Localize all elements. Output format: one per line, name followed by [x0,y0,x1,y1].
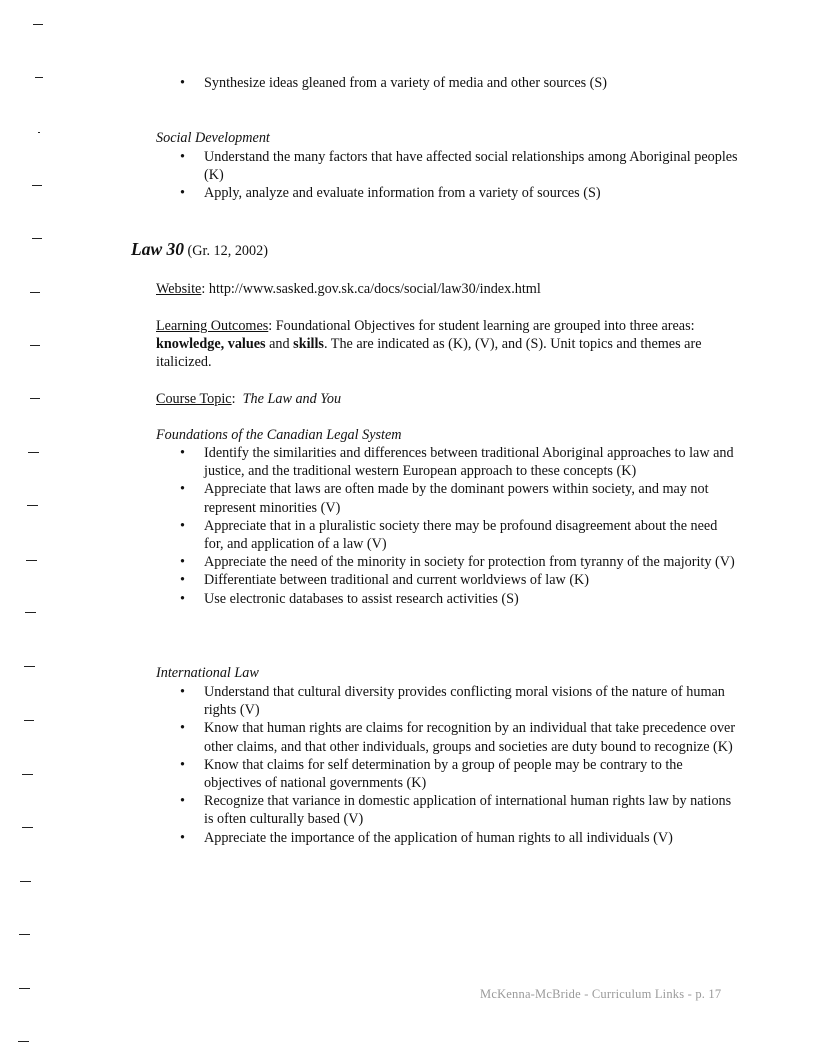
list-item-text: Know that human rights are claims for recognition by an individual that take precedence over other claims, and that other individuals, groups and societies are duty bound to recognize (K) [204,720,736,755]
margin-mark [33,24,43,25]
social-development-heading: Social Development [156,130,270,146]
list-item [180,480,740,516]
list-item-text: Appreciate the importance of the application of human rights to all individuals (V) [204,829,673,846]
list-item-text: Appreciate that in a pluralistic society there may be profound disagreement about the need for, and application of a law (V) [204,517,718,553]
margin-mark [22,774,33,775]
margin-mark [38,132,40,133]
list-item [180,683,740,719]
margin-mark [32,185,42,186]
list-item [180,74,740,92]
bullet: • [180,684,185,700]
margin-mark [26,560,37,561]
course-topic-label: Course Topic [156,391,232,407]
learning-outcomes-and: and [265,336,294,353]
learning-outcomes-text-2: . The are indicated as (K), (V), and (S). Unit topics and themes are italicized. [156,336,702,371]
margin-mark [25,612,36,613]
list-item [180,148,740,184]
bullet: • [180,590,185,607]
list-item [180,553,740,571]
list-item [180,719,740,755]
margin-mark [32,238,42,239]
bullet: • [180,720,185,737]
bullet: • [180,829,185,846]
margin-mark [30,345,40,346]
list-item [180,571,740,589]
website-line [156,280,736,298]
list-item-text: Recognize that variance in domestic application of international human rights law by nations is often culturally based (V) [204,793,732,828]
bullet: • [180,517,185,534]
learning-outcomes-text-1: : Foundational Objectives for student learning are grouped into three areas: [268,318,695,334]
margin-mark [28,452,39,453]
page-footer: McKenna-McBride - Curriculum Links - p. 17 [480,987,722,1001]
list-item-text: Differentiate between traditional and current worldviews of law (K) [204,572,590,589]
list-item [180,444,740,480]
list-item [180,184,740,202]
law30-heading [131,240,268,260]
list-item-text: Apply, analyze and evaluate information from a variety of sources (S) [204,185,601,202]
bullet: • [180,572,185,589]
learning-outcomes-knowledge: knowledge, values [156,336,266,353]
bullet: • [180,793,185,810]
list-item-text: Appreciate that laws are often made by the dominant powers within society, and may not represent minorities (V) [204,481,709,516]
list-item-text: Understand that cultural diversity provides conflicting moral visions of the nature of human rights (V) [204,684,725,719]
bullet: • [180,481,185,498]
list-item-text: Synthesize ideas gleaned from a variety of media and other sources (S) [204,75,608,91]
bullet: • [180,445,185,461]
margin-mark [19,988,30,989]
list-item-text: Know that claims for self determination by a group of people may be contrary to the objectives of national governments (K) [204,756,683,792]
list-item [180,756,740,792]
law30-title: Law 30 [131,239,184,259]
bullet: • [180,756,185,773]
margin-mark [24,666,35,667]
course-topic-line [156,390,736,408]
international-law-heading: International Law [156,665,259,681]
course-topic-value: The Law and You [242,391,342,407]
margin-mark [30,398,40,399]
margin-mark [19,934,30,935]
social-development-list [180,148,740,203]
bullet: • [180,185,185,202]
bullet: • [180,75,185,91]
top-bullet-list [180,74,740,92]
margin-mark [18,1041,29,1042]
list-item-text: Use electronic databases to assist research activities (S) [204,590,519,607]
bullet: • [180,554,185,571]
list-item [180,829,740,847]
margin-mark [30,292,40,293]
learning-outcomes-paragraph [156,317,736,372]
list-item [180,792,740,828]
margin-mark [24,720,34,721]
list-item-text: Identify the similarities and differences between traditional Aboriginal approaches to law and justice, and the traditional western European approach to these concepts (K) [204,445,734,480]
international-law-list [180,683,740,847]
course-topic-colon: : [231,391,236,407]
list-item [180,590,740,608]
list-item [180,517,740,553]
foundations-heading: Foundations of the Canadian Legal System [156,427,402,443]
law30-subtitle: (Gr. 12, 2002) [187,243,268,259]
list-item-text: Understand the many factors that have affected social relationships among Aboriginal peoples (K) [204,149,738,184]
learning-outcomes-label: Learning Outcomes [156,318,269,334]
website-label: Website [156,281,202,297]
website-url[interactable]: : http://www.sasked.gov.sk.ca/docs/social/law30/index.html [201,281,541,297]
margin-mark [22,827,33,828]
margin-mark [35,77,43,78]
foundations-list [180,444,740,608]
margin-mark [27,505,38,506]
learning-outcomes-skills: skills [293,336,324,353]
margin-mark [20,881,31,882]
bullet: • [180,149,185,165]
list-item-text: Appreciate the need of the minority in society for protection from tyranny of the majority (V) [204,554,735,571]
